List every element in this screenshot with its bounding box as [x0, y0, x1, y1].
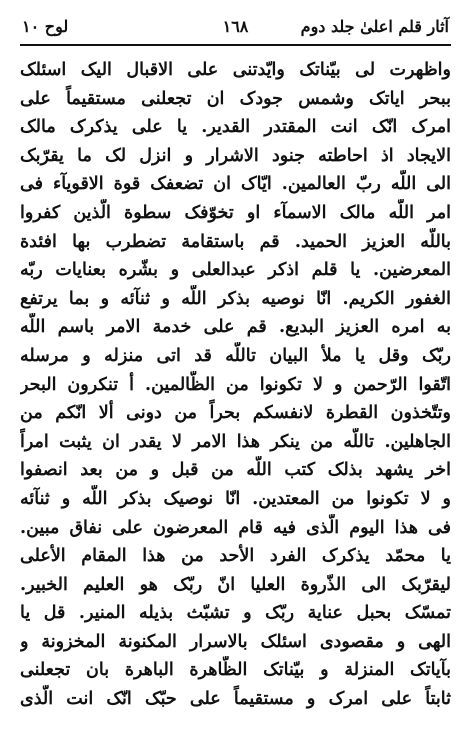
text-line: و لا تکونوا من المعتدین. انّا نوصیک بذکر اللّه و ثنآئه	[20, 488, 451, 509]
text-line: تمسّک بحبل عنایة ربّک و تشبّث بذیله المنیر. قل یا	[20, 603, 451, 624]
text-line: اتّقوا الرّحمن و لا تکونوا من الظّالمین. أ تنکرون البحر	[20, 374, 451, 395]
text-line: به امره العزیز البدیع. قم علی خدمة الامر باسم اللّه	[20, 317, 451, 338]
text-line: امر اللّه مالک الاسمآء او تخوّفک سطوة الّذین کفروا	[20, 202, 451, 223]
text-line: فی هذا الیوم الّذی فیه قام المعرضون علی نفاق مبین.	[20, 517, 451, 538]
page-header	[22, 10, 449, 42]
folio-label: لوح ١٠	[22, 16, 69, 36]
text-line: واظهرت لی بیّناتک وایّدتنی علی الاقبال الیک اسئلک	[20, 60, 451, 80]
text-line: امرک انّک انت المقتدر القدیر. یا علی یذکرک مالک	[20, 117, 451, 138]
text-body	[20, 56, 451, 714]
book-title: آثار قلم اعلیٰ جلد دوم	[300, 16, 449, 36]
text-line: الهی و مقصودی اسئلک بالاسرار المکنونة المخزونة و	[20, 631, 451, 652]
text-line: لیقرّبک الی الذّروة العلیا انّ ربّک هو العلیم الخبیر.	[20, 574, 451, 595]
text-line: الجاهلین. تاللّه من ینکر هذا الامر لا یقدر ان یثبت امراً	[20, 431, 451, 452]
text-line: الی اللّه ربّ العالمین. ایّاک ان تضعفک قوة الاقویآء فی	[20, 174, 451, 195]
page-number: ١٦٨	[222, 16, 249, 36]
header-rule	[20, 44, 451, 46]
text-line: باللّه العزیز الحمید. قم باستقامة تضطرب بها افئدة	[20, 231, 451, 252]
text-line: اخر یشهد بذلک کتب اللّه من قبل و من بعد انصفوا	[20, 460, 451, 481]
text-line: بآیاتک المنزلة و بیّناتک الظّاهرة الباهرة بان تجعلنی	[20, 660, 451, 681]
text-line: وتتّخذون القطرة لانفسکم بحراً من دونی ألا انّکم من	[20, 403, 451, 424]
text-line: ثابتاً علی امرک و مستقیماً علی حبّک انّک انت الّذی	[20, 689, 451, 710]
text-line: الایجاد اذ احاطته جنود الاشرار و انزل لک ما یقرّبک	[20, 145, 451, 166]
text-line: المعرضین. یا قلم اذکر عبدالعلی و بشّره بعنایات ربّه	[20, 260, 451, 281]
text-line: یا محمّد یذکرک الفرد الأحد من هذا المقام الأعلی	[20, 546, 451, 567]
text-line: ببحر ایاتک وشمس جودک ان تجعلنی مستقیماً علی	[20, 88, 451, 109]
text-line: ربّک وقل یا ملأ البیان تاللّه قد اتی منزله و مرسله	[20, 345, 451, 366]
text-line: الغفور الکریم. انّا نوصیه بذکر اللّه و ثنآئه و بما یرتفع	[20, 288, 451, 309]
